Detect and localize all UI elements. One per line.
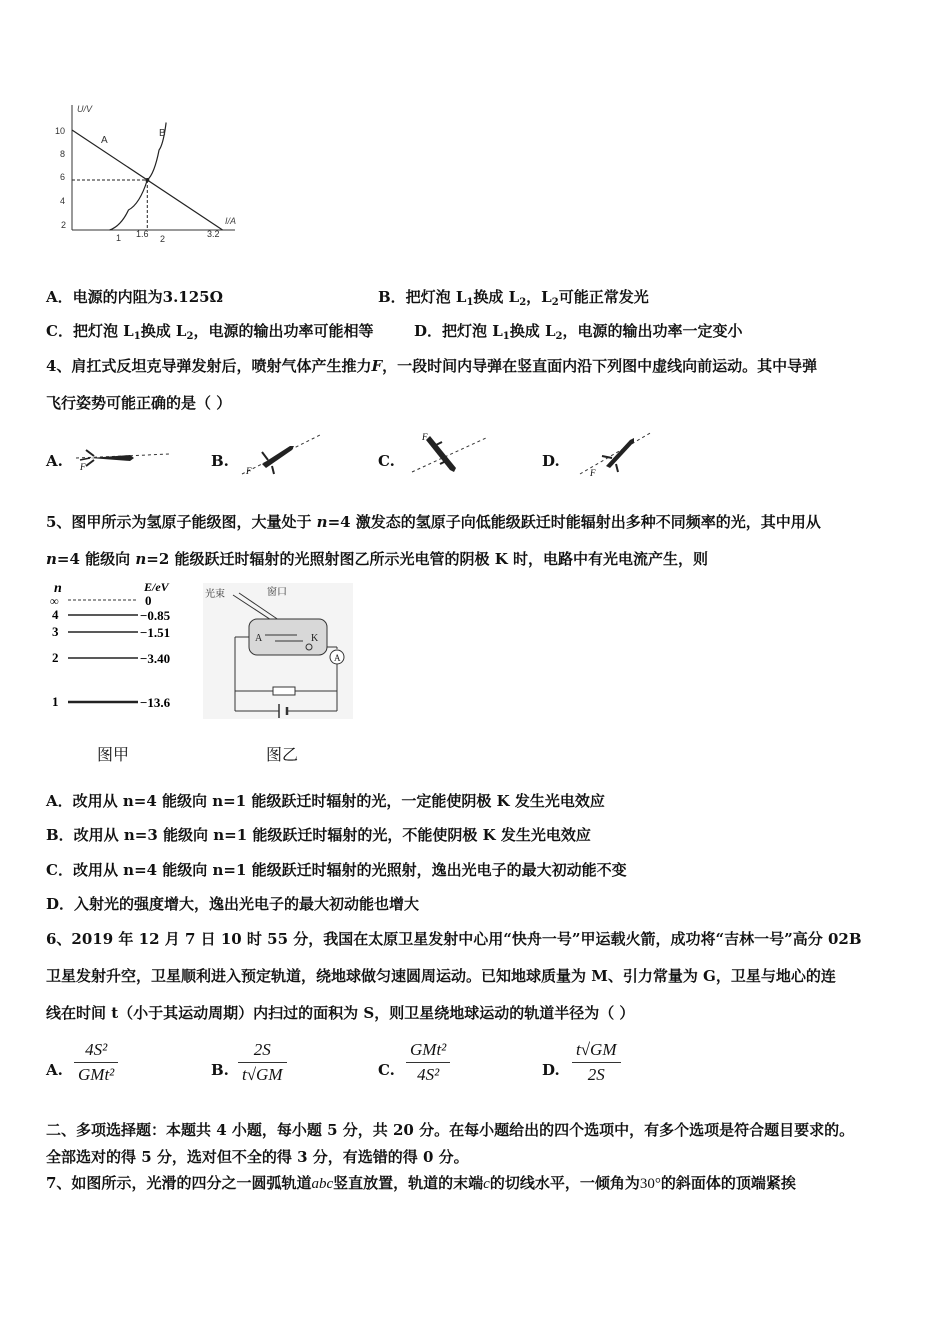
q4-option-c-missile[interactable] xyxy=(408,428,488,478)
level-header-n: n xyxy=(54,581,62,596)
q6-option-b-formula[interactable]: $\frac{2S}{t√GM}$ xyxy=(238,1040,287,1085)
q4-stem-line2: 飞行姿势可能正确的是（ ） xyxy=(46,394,232,412)
level-e-2: −3.40 xyxy=(140,651,171,666)
u-i-graph xyxy=(55,100,245,250)
q5-option-a[interactable]: A．改用从 n=4 能级向 n=1 能级跃迁时辐射的光，一定能使阴极 K 发生光电效应 xyxy=(46,792,605,810)
y-tick-2: 2 xyxy=(61,220,67,230)
y-tick-8: 8 xyxy=(60,149,66,159)
section2-heading-line1: 二、多项选择题：本题共 4 小题，每小题 5 分，共 20 分。在每小题给出的四个选项中，有多个选项是符合题目要求的。 xyxy=(46,1121,855,1139)
q7-stem-line1: 7、如图所示，光滑的四分之一圆弧轨道abc竖直放置，轨道的末端c的切线水平，一倾角为30°的斜面体的顶端紧挨 xyxy=(46,1174,796,1192)
q6-option-b-label[interactable]: B. xyxy=(211,1061,229,1079)
q6-option-a-label[interactable]: A. xyxy=(46,1061,63,1079)
level-e-1: −13.6 xyxy=(140,695,171,710)
q4-option-a-missile[interactable] xyxy=(72,436,172,476)
photoelectric-tube-diagram xyxy=(203,583,353,719)
intersection-point xyxy=(145,178,149,182)
force-label-d: F xyxy=(590,468,596,478)
y-tick-4: 4 xyxy=(60,196,66,206)
q6-option-c-formula[interactable]: GMt² 4S² xyxy=(406,1040,450,1085)
q6-stem-line1: 6、2019 年 12 月 7 日 10 时 55 分，我国在太原卫星发射中心用“快舟一号”甲运载火箭，成功将“吉林一号”高分 02B xyxy=(46,930,862,948)
q3-option-c[interactable]: C．把灯泡 $L_1$换成 $L_2$，电源的输出功率可能相等 xyxy=(46,322,374,342)
level-n-1: 1 xyxy=(52,694,59,709)
ammeter-label: A xyxy=(334,653,341,663)
q5-option-b[interactable]: B．改用从 n=3 能级向 n=1 能级跃迁时辐射的光，不能使阴极 K 发生光电效应 xyxy=(46,826,591,844)
q3-option-a[interactable]: A．电源的内阻为3.125Ω xyxy=(46,288,223,306)
curve-b-label: B xyxy=(159,128,166,139)
curve-a-label: A xyxy=(101,135,108,146)
light-beam-label: 光束 xyxy=(205,589,225,600)
level-n-4: 4 xyxy=(52,607,59,622)
q6-option-c-label[interactable]: C. xyxy=(378,1061,395,1079)
x-tick-1-6: 1.6 xyxy=(136,229,149,239)
x-tick-2: 2 xyxy=(160,234,166,244)
q4-option-b-label[interactable]: B. xyxy=(211,452,229,470)
q6-option-a-formula[interactable]: 4S² GMt² xyxy=(74,1040,118,1085)
q4-option-d-label[interactable]: D. xyxy=(542,452,560,470)
level-header-e: E/eV xyxy=(144,580,169,594)
section2-heading-line2: 全部选对的得 5 分，选对但不全的得 3 分，有选错的得 0 分。 xyxy=(46,1148,469,1166)
level-e-4: −0.85 xyxy=(140,608,171,623)
q3-option-b[interactable]: B．把灯泡 $L_1$换成 $L_2$，$L_2$可能正常发光 xyxy=(378,288,649,308)
y-tick-6: 6 xyxy=(60,172,66,182)
q6-stem-line2: 卫星发射升空，卫星顺利进入预定轨道，绕地球做匀速圆周运动。已知地球质量为 M、引力常量为 G，卫星与地心的连 xyxy=(46,967,836,985)
level-e-3: −1.51 xyxy=(140,625,171,640)
y-axis-label: U/V xyxy=(77,104,93,114)
q5-stem-line1: 5、图甲所示为氢原子能级图，大量处于 n=4 激发态的氢原子向低能级跃迁时能辐射出多种不同频率的光，其中用从 xyxy=(46,513,821,531)
q6-stem-line3: 线在时间 t（小于其运动周期）内扫过的面积为 S，则卫星绕地球运动的轨道半径为（ ） xyxy=(46,1004,635,1022)
cathode-label: K xyxy=(311,633,319,644)
caption-figure-b: 图乙 xyxy=(266,745,299,764)
q3-option-d[interactable]: D．把灯泡 $L_1$换成 $L_2$，电源的输出功率一定变小 xyxy=(414,322,743,342)
window-label: 窗口 xyxy=(267,587,287,598)
force-label-a: F xyxy=(80,462,86,472)
q5-option-c[interactable]: C．改用从 n=4 能级向 n=1 能级跃迁时辐射的光照射，逸出光电子的最大初动能不变 xyxy=(46,861,627,879)
level-e-inf: 0 xyxy=(145,593,152,608)
q4-stem-line1: 4、肩扛式反坦克导弹发射后，喷射气体产生推力F，一段时间内导弹在竖直面内沿下列图中虚线向前运动。其中导弹 xyxy=(46,357,818,375)
q4-option-c-label[interactable]: C. xyxy=(378,452,395,470)
q5-stem-line2: n=4 能级向 n=2 能级跃迁时辐射的光照射图乙所示光电管的阴极 K 时，电路中有光电流产生，则 xyxy=(46,550,708,568)
series-b-line xyxy=(110,123,166,231)
q4-option-b-missile[interactable] xyxy=(236,428,326,478)
anode-label: A xyxy=(255,633,263,644)
caption-figure-a: 图甲 xyxy=(97,745,130,764)
level-n-2: 2 xyxy=(52,650,59,665)
force-label-b: F xyxy=(246,466,252,476)
rheostat xyxy=(273,687,295,695)
q6-option-d-formula[interactable]: $\frac{t√GM}{2S}$ xyxy=(572,1040,621,1085)
level-n-inf: ∞ xyxy=(50,594,59,608)
x-axis-label: I/A xyxy=(225,216,237,226)
q4-option-d-missile[interactable] xyxy=(576,426,656,478)
force-label-c: F xyxy=(422,432,428,442)
q4-option-a-label[interactable]: A. xyxy=(46,452,63,470)
level-n-3: 3 xyxy=(52,624,59,639)
q5-option-d[interactable]: D．入射光的强度增大，逸出光电子的最大初动能也增大 xyxy=(46,895,420,913)
x-tick-3-2: 3.2 xyxy=(207,229,220,239)
q6-option-d-label[interactable]: D. xyxy=(542,1061,560,1079)
x-tick-1: 1 xyxy=(116,233,122,243)
y-tick-10: 10 xyxy=(55,126,66,136)
energy-level-diagram xyxy=(46,578,196,713)
